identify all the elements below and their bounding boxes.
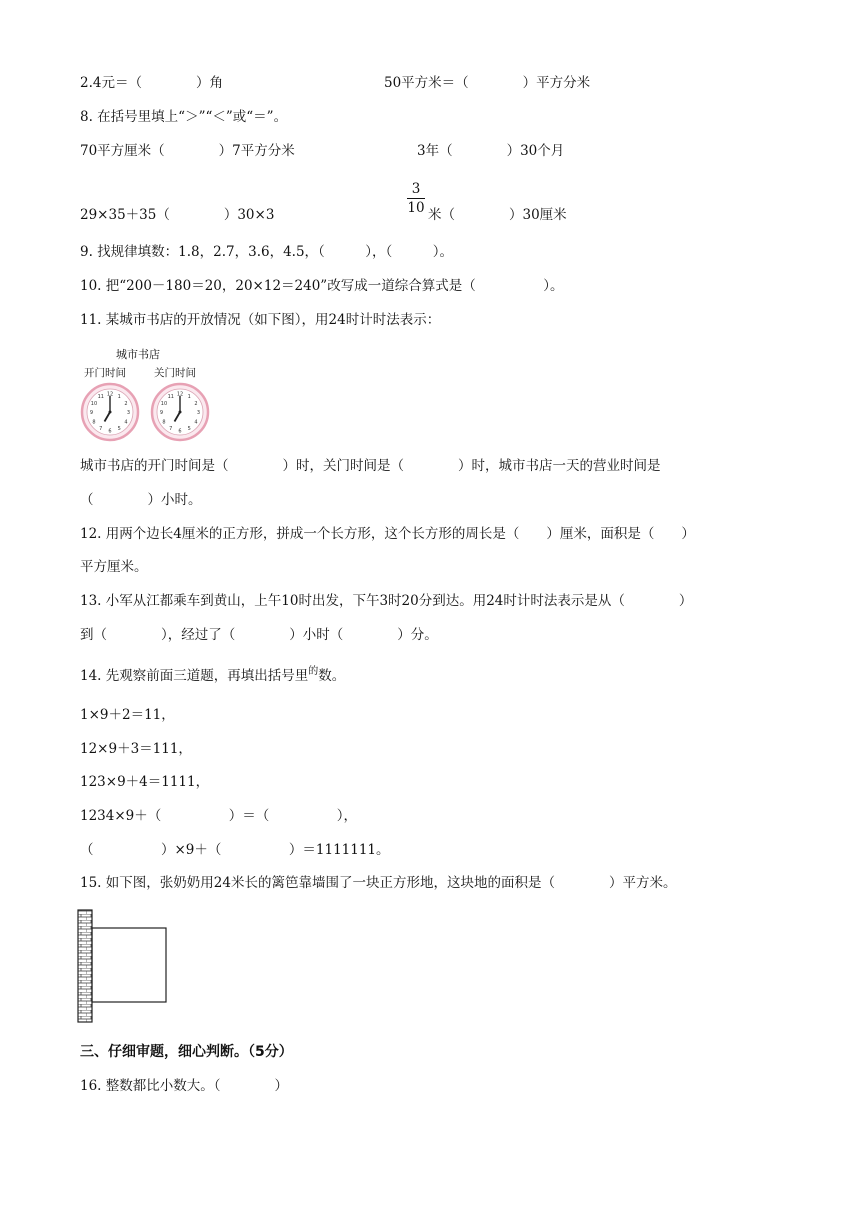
close-time-label: 关门时间 xyxy=(154,367,196,379)
clock-numeral: 9 xyxy=(89,410,94,416)
q11-b: （ ）小时。 xyxy=(80,492,202,508)
square-plot xyxy=(92,928,166,1002)
clock-numeral: 2 xyxy=(194,400,198,407)
q14-row-5: （ ）×9＋（ ）＝1111111。 xyxy=(80,842,390,858)
clock-numeral: 10 xyxy=(160,400,168,407)
clock-figure xyxy=(80,382,214,442)
open-time-label: 开门时间 xyxy=(84,367,126,379)
clock-numeral: 6 xyxy=(108,428,112,435)
q14-row-2: 12×9＋3＝111， xyxy=(80,741,192,757)
clock-numeral: 1 xyxy=(187,393,191,400)
q14-row-1: 1×9＋2＝11， xyxy=(80,707,175,723)
section-3-heading: 三、仔细审题，细心判断。（5分） xyxy=(80,1044,293,1060)
clock-numeral: 2 xyxy=(124,400,128,407)
q8-b: 3年（ ）30个月 xyxy=(417,143,565,159)
q11-a: 城市书店的开门时间是（ ）时，关门时间是（ ）时，城市书店一天的营业时间是 xyxy=(80,458,661,474)
q7-left: 2.4元＝（ ）角 xyxy=(80,75,223,91)
q14-title xyxy=(80,667,345,687)
q8-a: 70平方厘米（ ）7平方分米 xyxy=(80,143,295,159)
fraction-denominator: 10 xyxy=(407,200,425,216)
q14-text-pre: 14. 先观察前面三道题，再填出括号里 xyxy=(80,668,309,684)
q11-title: 11. 某城市书店的开放情况（如下图），用24时计时法表示： xyxy=(80,312,441,328)
clock-numeral: 4 xyxy=(124,419,128,426)
clock-numeral: 3 xyxy=(196,410,201,416)
clock-numeral: 10 xyxy=(90,400,98,407)
clock-numeral: 8 xyxy=(92,419,96,426)
clock-numeral: 11 xyxy=(97,393,104,400)
q14-text-post: 数。 xyxy=(318,668,346,684)
fraction-numerator: 3 xyxy=(411,181,421,197)
wall-and-square-figure xyxy=(76,908,172,1028)
q9: 9. 找规律填数：1.8，2.7，3.6，4.5，（ ），（ ）。 xyxy=(80,244,454,260)
clock-numeral: 9 xyxy=(159,410,164,416)
clock-numeral: 11 xyxy=(167,393,174,400)
clock-numeral: 1 xyxy=(117,393,121,400)
q12-b: 平方厘米。 xyxy=(80,559,148,575)
clock-numeral: 3 xyxy=(126,410,131,416)
brick-wall xyxy=(78,910,92,1022)
clock-numeral: 12 xyxy=(176,391,184,398)
q16: 16. 整数都比小数大。（ ） xyxy=(80,1078,289,1094)
close-clock-icon xyxy=(152,384,208,440)
q8-d: 米（ ）30厘米 xyxy=(428,207,567,223)
q15: 15. 如下图，张奶奶用24米长的篱笆靠墙围了一块正方形地，这块地的面积是（ ）平方米。 xyxy=(80,875,677,891)
q14-row-4: 1234×9＋（ ）＝（ ）， xyxy=(80,808,358,824)
clock-numeral: 7 xyxy=(99,426,103,433)
q13-a: 13. 小军从江都乘车到黄山，上午10时出发，下午3时20分到达。用24时计时法表示是从（ ） xyxy=(80,593,693,609)
q10: 10. 把“200－180＝20，20×12＝240”改写成一道综合算式是（ ）。 xyxy=(80,278,564,294)
clock-numeral: 6 xyxy=(178,428,182,435)
q13-b: 到（ ），经过了（ ）小时（ ）分。 xyxy=(80,627,438,643)
q14-row-3: 123×9＋4＝1111， xyxy=(80,774,210,790)
q8-c: 29×35＋35（ ）30×3 xyxy=(80,207,275,223)
clock-numeral: 5 xyxy=(187,426,191,433)
bookstore-title: 城市书店 xyxy=(116,348,160,361)
open-clock-icon xyxy=(82,384,138,440)
clock-numeral: 5 xyxy=(117,426,121,433)
clock-numeral: 8 xyxy=(162,419,166,426)
clock-numeral: 12 xyxy=(106,391,114,398)
q14-superscript: 的 xyxy=(308,666,319,677)
clock-numeral: 7 xyxy=(169,426,173,433)
fraction-3-10 xyxy=(405,180,427,217)
q12-a: 12. 用两个边长4厘米的正方形，拼成一个长方形，这个长方形的周长是（ ）厘米，面积是（ ） xyxy=(80,526,695,542)
q8-title: 8. 在括号里填上“＞”“＜”或“＝”。 xyxy=(80,109,288,125)
clock-numeral: 4 xyxy=(194,419,198,426)
q7-right: 50平方米＝（ ）平方分米 xyxy=(384,75,591,91)
